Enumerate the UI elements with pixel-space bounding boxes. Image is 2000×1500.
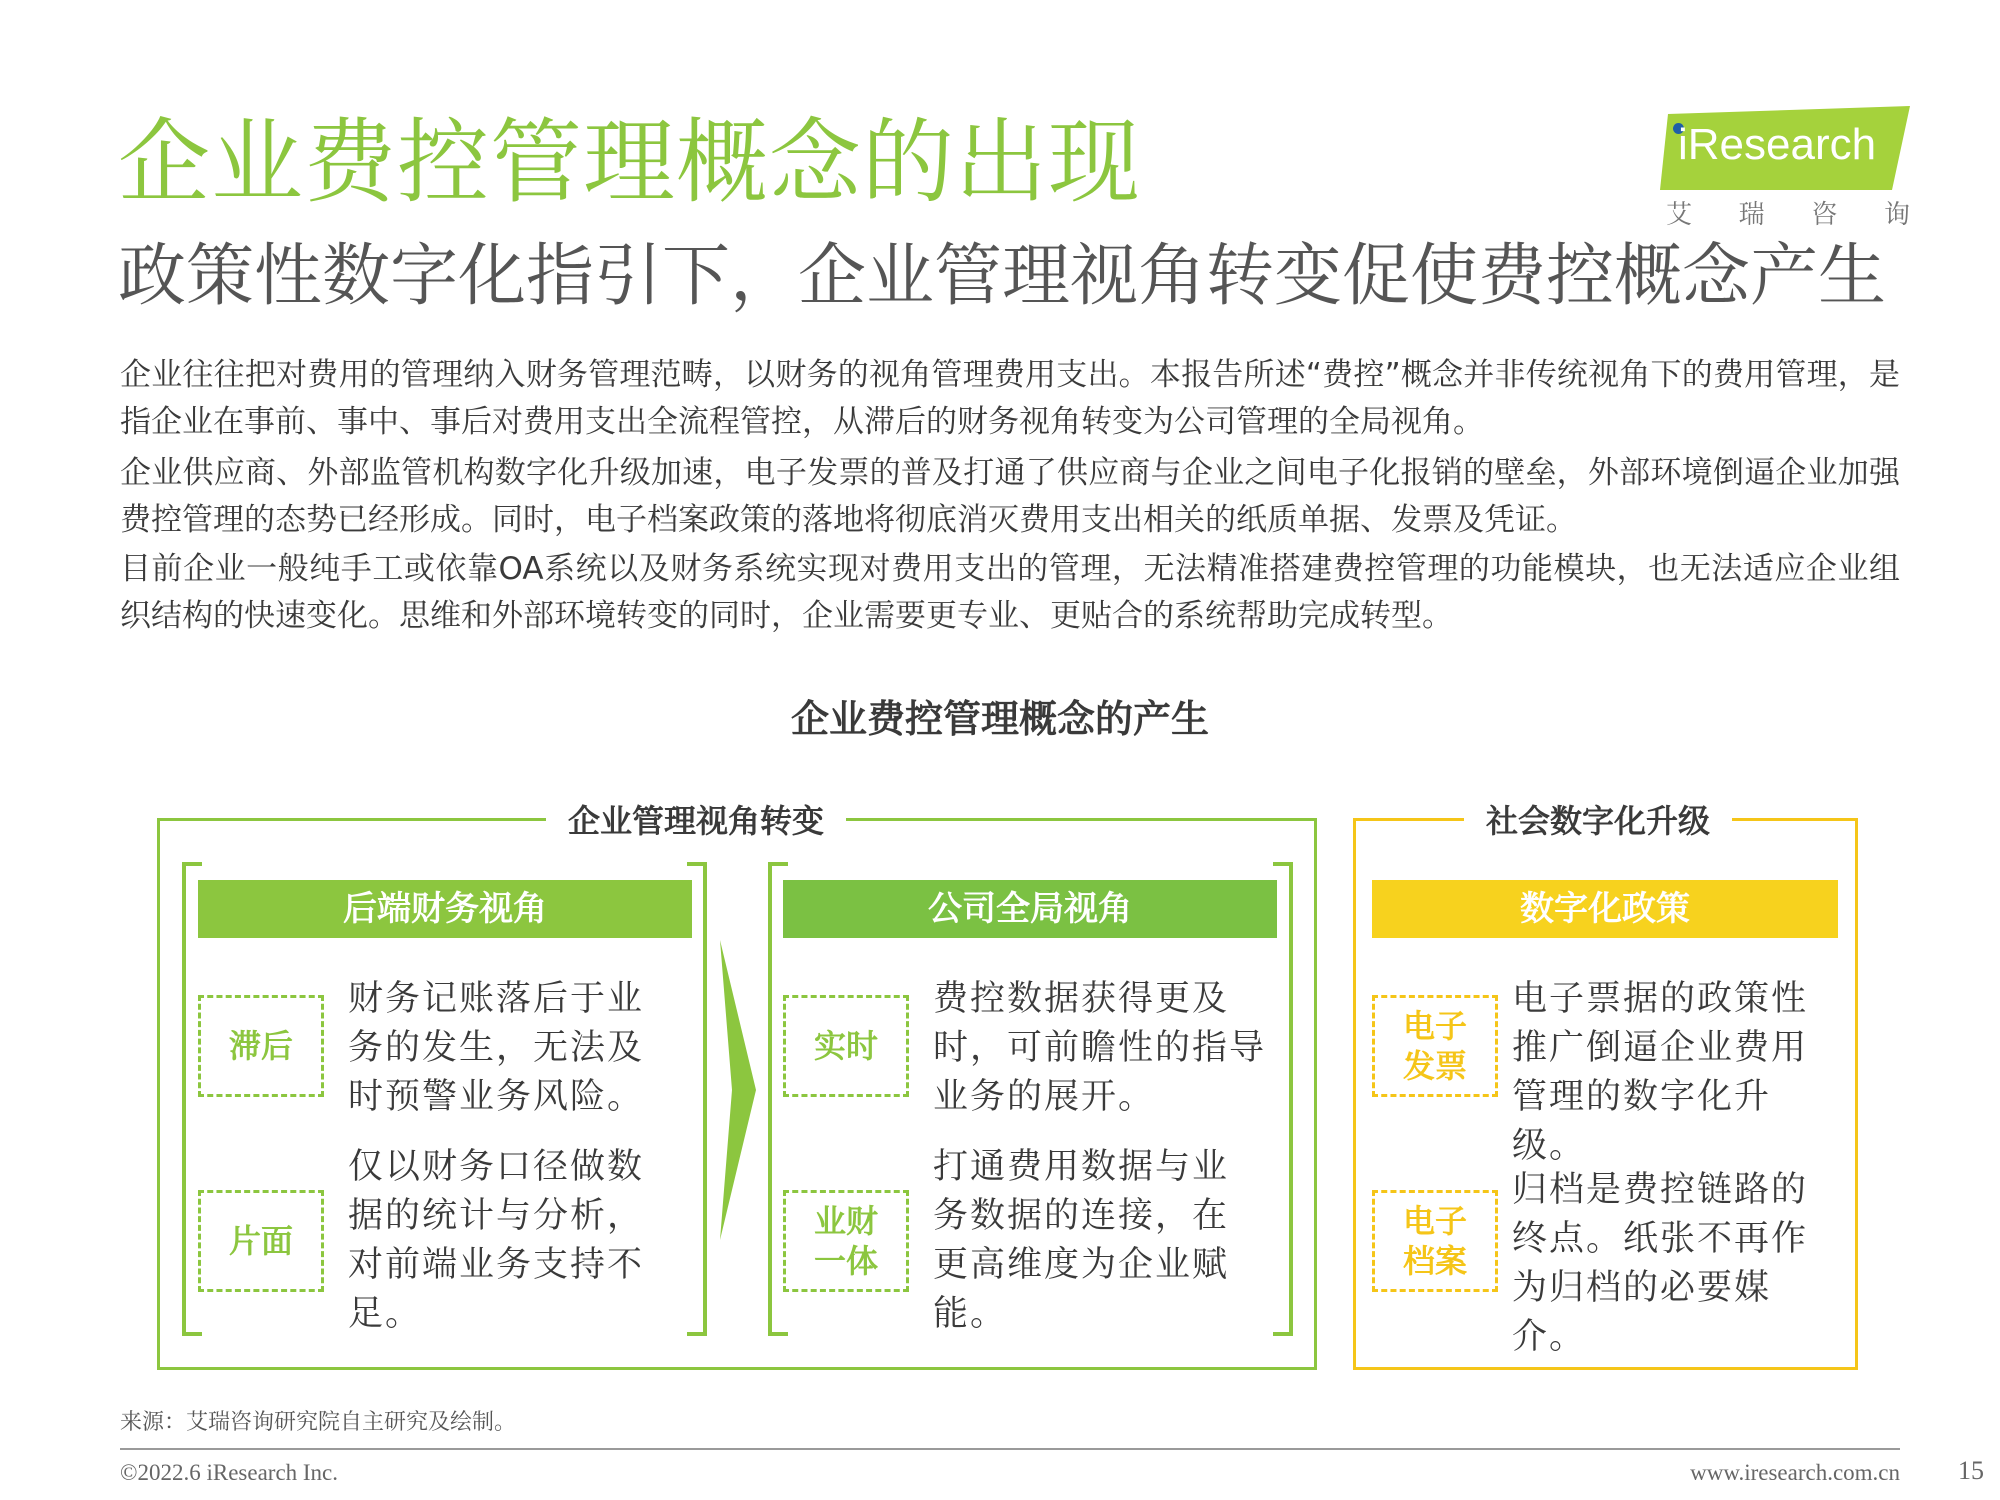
- desc-business-finance-integration: 打通费用数据与业务数据的连接，在更高维度为企业赋能。: [933, 1147, 1230, 1334]
- tag-e-archive: 电子档案: [1372, 1190, 1498, 1292]
- backend-view-header: 后端财务视角: [198, 880, 692, 938]
- website-link[interactable]: www.iresearch.com.cn: [1690, 1460, 1900, 1485]
- logo-chinese-name: 艾 瑞 咨 询: [1666, 200, 1910, 230]
- tag-partial: 片面: [198, 1190, 324, 1292]
- global-view-header: 公司全局视角: [783, 880, 1277, 938]
- paragraph-1: 企业往往把对费用的管理纳入财务管理范畴，以财务的视角管理费用支出。本报告所述“费控”概念并非传统视角下的费用管理，是指企业在事前、事中、事后对费用支出全流程管控，从滞后的财务视角转变为公司管理的全局视角。: [120, 357, 1900, 440]
- paragraph-2: 企业供应商、外部监管机构数字化升级加速，电子发票的普及打通了供应商与企业之间电子化报销的壁垒，外部环境倒逼企业加强费控管理的态势已经形成。同时，电子档案政策的落地将彻底消灭费用支出相关的纸质单据、发票及凭证。: [120, 455, 1900, 538]
- diagram-title: 企业费控管理概念的产生: [790, 697, 1209, 741]
- tag-e-invoice: 电子发票: [1372, 995, 1498, 1097]
- desc-realtime: 费控数据获得更及时，可前瞻性的指导业务的展开。: [933, 979, 1267, 1117]
- iresearch-logo: [1660, 106, 1910, 230]
- tag-realtime: 实时: [783, 995, 909, 1097]
- management-view-label: 企业管理视角转变: [546, 796, 846, 842]
- logo-wordmark: iResearch: [1678, 120, 1877, 169]
- desc-lagging: 财务记账落后于业务的发生，无法及时预警业务风险。: [348, 979, 645, 1117]
- tag-lagging: 滞后: [198, 995, 324, 1097]
- source-note: 来源：艾瑞咨询研究院自主研究及绘制。: [120, 1410, 517, 1435]
- tag-business-finance-integration: 业财一体: [783, 1190, 909, 1292]
- transition-arrow-icon: [718, 940, 758, 1240]
- footer-divider: [120, 1448, 1900, 1450]
- paragraph-3: 目前企业一般纯手工或依靠OA系统以及财务系统实现对费用支出的管理，无法精准搭建费控管理的功能模块，也无法适应企业组织结构的快速变化。思维和外部环境转变的同时，企业需要更专业、更贴合的系统帮助完成转型。: [120, 551, 1900, 634]
- desc-e-archive: 归档是费控链路的终点。纸张不再作为归档的必要媒介。: [1512, 1170, 1809, 1357]
- digital-policy-header: 数字化政策: [1372, 880, 1838, 938]
- desc-partial: 仅以财务口径做数据的统计与分析，对前端业务支持不足。: [348, 1147, 645, 1334]
- page-subtitle: 政策性数字化指引下，企业管理视角转变促使费控概念产生: [118, 237, 1887, 316]
- page-title: 企业费控管理概念的出现: [118, 109, 1142, 216]
- desc-e-invoice: 电子票据的政策性推广倒逼企业费用管理的数字化升级。: [1512, 979, 1809, 1166]
- page-number: 15: [1958, 1456, 1984, 1485]
- social-digital-upgrade-label: 社会数字化升级: [1464, 796, 1732, 842]
- copyright: ©2022.6 iResearch Inc.: [120, 1460, 339, 1485]
